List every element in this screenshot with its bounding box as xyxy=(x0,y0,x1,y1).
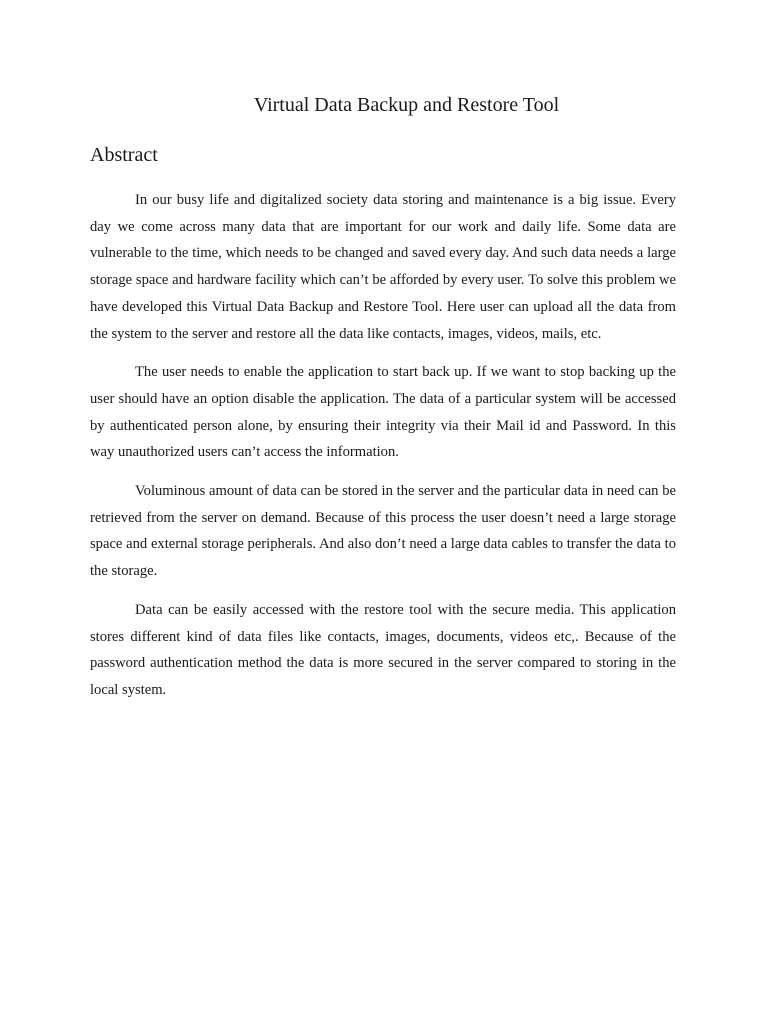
paragraph: Data can be easily accessed with the restore tool with the secure media. This application stores different kind of data files like contacts, images, documents, videos etc,. Because of the password authentication method the data is more secured in the server compared to storing in the local system. xyxy=(90,601,676,698)
paragraph: The user needs to enable the application to start back up. If we want to stop backing up the user should have an option disable the application. The data of a particular system will be accessed by authenticated person alone, by ensuring their integrity via their Mail id and Password. In this way unauthorized users can’t access the information. xyxy=(90,364,676,461)
abstract-body xyxy=(90,187,676,716)
paragraph: Voluminous amount of data can be stored in the server and the particular data in need can be retrieved from the server on demand. Because of this process the user doesn’t need a large storage space and external storage peripherals. And also don’t need a large data cables to transfer the data to the storage. xyxy=(90,483,676,580)
section-heading-abstract: Abstract xyxy=(90,144,158,166)
document-title: Virtual Data Backup and Restore Tool xyxy=(253,94,560,116)
paragraph: In our busy life and digitalized society data storing and maintenance is a big issue. Every day we come across many data that are important for our work and daily life. Some data are vulnerable to the time, which needs to be changed and saved every day. And such data needs a large storage space and hardware facility which can’t be afforded by every user. To solve this problem we have developed this Virtual Data Backup and Restore Tool. Here user can upload all the data from the system to the server and restore all the data like contacts, images, videos, mails, etc. xyxy=(90,192,676,342)
